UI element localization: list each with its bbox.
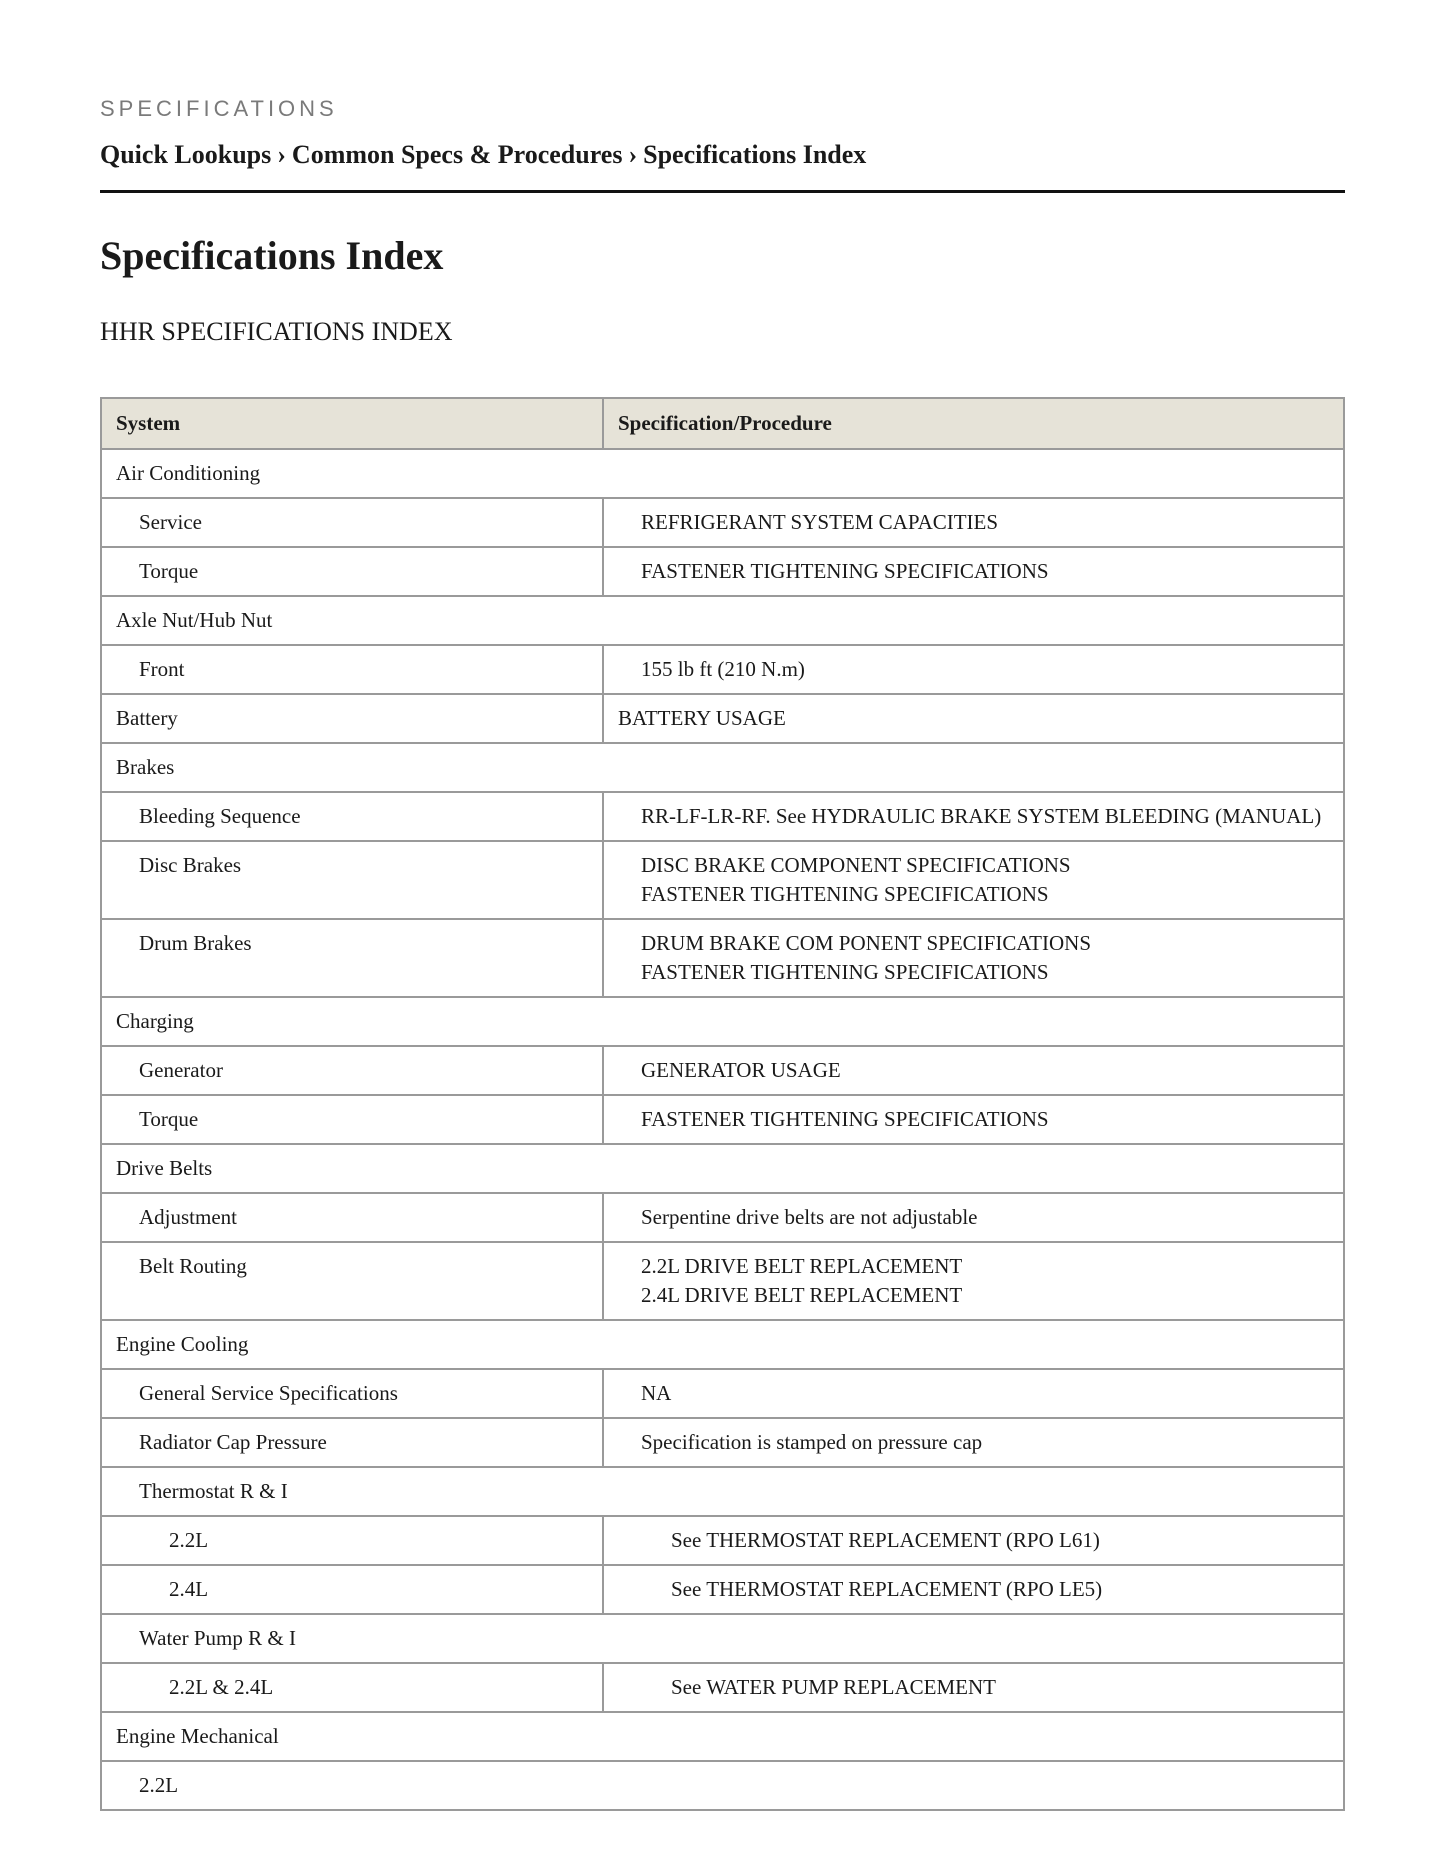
specification-link[interactable]: 2.2L DRIVE BELT REPLACEMENT — [641, 1254, 963, 1278]
section-label: SPECIFICATIONS — [100, 96, 338, 121]
specification-cell — [603, 792, 1344, 841]
system-cell: Engine Mechanical — [101, 1712, 1344, 1761]
column-header-system: System — [101, 398, 603, 449]
table-group-row — [101, 596, 1344, 645]
table-group-row — [101, 1614, 1344, 1663]
specification-cell — [603, 1095, 1344, 1144]
breadcrumb — [100, 138, 1345, 193]
specification-cell — [603, 841, 1344, 919]
system-cell: Thermostat R & I — [101, 1467, 1344, 1516]
specification-link[interactable]: 155 lb ft (210 N.m) — [641, 657, 805, 681]
table-group-row — [101, 1144, 1344, 1193]
system-cell: Brakes — [101, 743, 1344, 792]
specification-link[interactable]: FASTENER TIGHTENING SPECIFICATIONS — [641, 960, 1049, 984]
specification-link[interactable]: Specification is stamped on pressure cap — [641, 1430, 983, 1454]
specification-cell — [603, 547, 1344, 596]
system-cell: 2.4L — [101, 1565, 603, 1614]
page-title: Specifications Index — [100, 233, 444, 278]
table-row — [101, 1516, 1344, 1565]
system-cell: Disc Brakes — [101, 841, 603, 919]
table-row — [101, 841, 1344, 919]
table-row — [101, 498, 1344, 547]
specification-link[interactable]: BATTERY USAGE — [618, 706, 786, 730]
system-cell: Battery — [101, 694, 603, 743]
specification-link[interactable]: See THERMOSTAT REPLACEMENT (RPO L61) — [671, 1528, 1100, 1552]
specification-cell — [603, 1565, 1344, 1614]
system-cell: Generator — [101, 1046, 603, 1095]
specification-link[interactable]: See WATER PUMP REPLACEMENT — [671, 1675, 996, 1699]
table-row — [101, 1046, 1344, 1095]
specification-link[interactable]: Serpentine drive belts are not adjustable — [641, 1205, 978, 1229]
table-row — [101, 1193, 1344, 1242]
specification-cell — [603, 1516, 1344, 1565]
column-header-specification: Specification/Procedure — [603, 398, 1344, 449]
page-subtitle: HHR SPECIFICATIONS INDEX — [100, 317, 453, 346]
system-cell: Bleeding Sequence — [101, 792, 603, 841]
table-row — [101, 1095, 1344, 1144]
system-cell: Torque — [101, 1095, 603, 1144]
table-row — [101, 645, 1344, 694]
system-cell: Drive Belts — [101, 1144, 1344, 1193]
system-cell: 2.2L — [101, 1516, 603, 1565]
specification-link[interactable]: See THERMOSTAT REPLACEMENT (RPO LE5) — [671, 1577, 1103, 1601]
specification-link[interactable]: DRUM BRAKE COM PONENT SPECIFICATIONS — [641, 931, 1092, 955]
specification-link[interactable]: FASTENER TIGHTENING SPECIFICATIONS — [641, 1107, 1049, 1131]
specification-link[interactable]: REFRIGERANT SYSTEM CAPACITIES — [641, 510, 999, 534]
table-row — [101, 547, 1344, 596]
system-cell: 2.2L & 2.4L — [101, 1663, 603, 1712]
specification-link[interactable]: FASTENER TIGHTENING SPECIFICATIONS — [641, 882, 1049, 906]
specification-link[interactable]: GENERATOR USAGE — [641, 1058, 841, 1082]
table-group-row — [101, 743, 1344, 792]
table-row — [101, 694, 1344, 743]
table-row — [101, 1418, 1344, 1467]
specification-cell — [603, 1663, 1344, 1712]
system-cell: Water Pump R & I — [101, 1614, 1344, 1663]
breadcrumb-specifications-index[interactable]: Specifications Index — [643, 140, 867, 169]
system-cell: Front — [101, 645, 603, 694]
system-cell: Torque — [101, 547, 603, 596]
table-header-row — [101, 398, 1344, 449]
table-row — [101, 1565, 1344, 1614]
table-row — [101, 919, 1344, 997]
table-row — [101, 1242, 1344, 1320]
table-row — [101, 1369, 1344, 1418]
table-group-row — [101, 1320, 1344, 1369]
table-group-row — [101, 449, 1344, 498]
specification-link[interactable]: FASTENER TIGHTENING SPECIFICATIONS — [641, 559, 1049, 583]
table-body — [101, 449, 1344, 1810]
breadcrumb-quick-lookups[interactable]: Quick Lookups — [100, 140, 272, 169]
system-cell: Adjustment — [101, 1193, 603, 1242]
specification-link[interactable]: NA — [641, 1381, 672, 1405]
breadcrumb-separator: › — [277, 140, 286, 169]
specification-link[interactable]: RR-LF-LR-RF. See HYDRAULIC BRAKE SYSTEM BLEEDING (MANUAL) — [641, 804, 1322, 828]
breadcrumb-common-specs[interactable]: Common Specs & Procedures — [291, 140, 623, 169]
table-group-row — [101, 1761, 1344, 1810]
specification-cell — [603, 1242, 1344, 1320]
specification-cell — [603, 1046, 1344, 1095]
system-cell: Axle Nut/Hub Nut — [101, 596, 1344, 645]
table-group-row — [101, 1712, 1344, 1761]
system-cell: 2.2L — [101, 1761, 1344, 1810]
specification-cell — [603, 1418, 1344, 1467]
system-cell: Drum Brakes — [101, 919, 603, 997]
system-cell: Belt Routing — [101, 1242, 603, 1320]
specification-cell — [603, 694, 1344, 743]
specification-cell — [603, 645, 1344, 694]
system-cell: Charging — [101, 997, 1344, 1046]
system-cell: Radiator Cap Pressure — [101, 1418, 603, 1467]
specification-cell — [603, 498, 1344, 547]
table-group-row — [101, 1467, 1344, 1516]
specification-link[interactable]: 2.4L DRIVE BELT REPLACEMENT — [641, 1283, 963, 1307]
table-row — [101, 792, 1344, 841]
system-cell: General Service Specifications — [101, 1369, 603, 1418]
system-cell: Engine Cooling — [101, 1320, 1344, 1369]
table-group-row — [101, 997, 1344, 1046]
specification-cell — [603, 1193, 1344, 1242]
system-cell: Service — [101, 498, 603, 547]
table-row — [101, 1663, 1344, 1712]
specification-link[interactable]: DISC BRAKE COMPONENT SPECIFICATIONS — [641, 853, 1071, 877]
breadcrumb-separator: › — [628, 140, 638, 169]
specification-cell — [603, 1369, 1344, 1418]
specification-cell — [603, 919, 1344, 997]
specifications-table — [100, 397, 1345, 1811]
system-cell: Air Conditioning — [101, 449, 1344, 498]
